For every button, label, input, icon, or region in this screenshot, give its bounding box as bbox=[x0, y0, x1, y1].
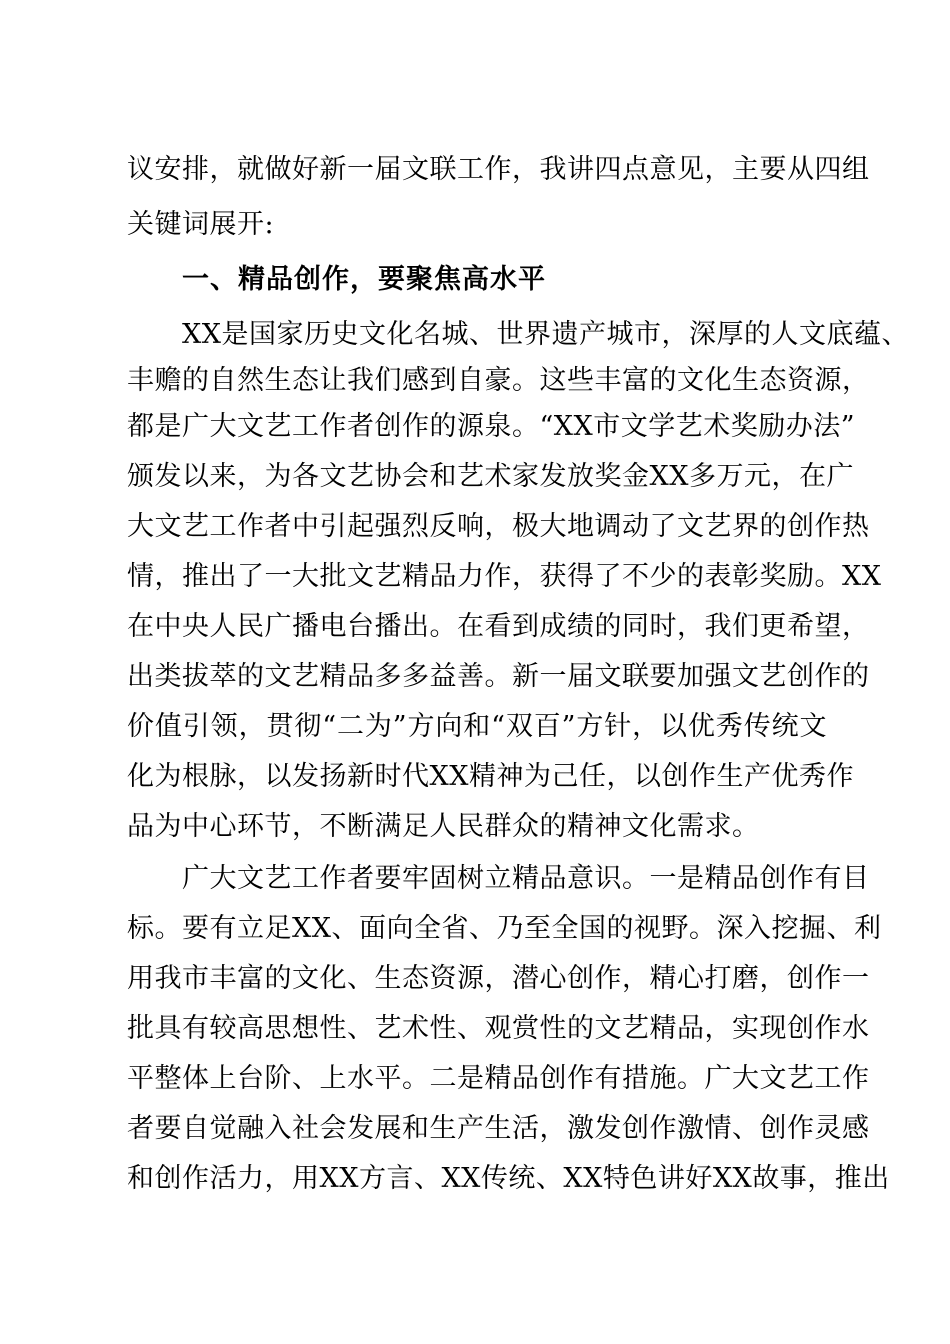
text-line: 关键词展开: bbox=[127, 209, 275, 240]
text-line: 出类拔萃的文艺精品多多益善。新一届文联要加强文艺创作的 bbox=[127, 661, 870, 692]
text-line: 广大文艺工作者要牢固树立精品意识。一是精品创作有目 bbox=[182, 863, 870, 894]
text-line: 在中央人民广播电台播出。在看到成绩的同时，我们更希望， bbox=[127, 611, 870, 642]
text-line: 品为中心环节，不断满足人民群众的精神文化需求。 bbox=[127, 811, 760, 842]
text-line: 情，推出了一大批文艺精品力作，获得了不少的表彰奖励。XX bbox=[127, 561, 882, 592]
text-line: 颁发以来，为各文艺协会和艺术家发放奖金XX多万元，在广 bbox=[127, 461, 854, 492]
text-line: 价值引领，贯彻“二为”方向和“双百”方针，以优秀传统文 bbox=[127, 711, 827, 742]
text-line: 丰赡的自然生态让我们感到自豪。这些丰富的文化生态资源， bbox=[127, 365, 870, 396]
text-line: 者要自觉融入社会发展和生产生活，激发创作激情、创作灵感 bbox=[127, 1113, 870, 1144]
section-heading: 一、精品创作，要聚焦高水平 bbox=[182, 264, 546, 295]
text-line: XX是国家历史文化名城、世界遗产城市，深厚的人文底蕴、 bbox=[182, 319, 909, 350]
text-line: 用我市丰富的文化、生态资源，潜心创作，精心打磨，创作一 bbox=[127, 963, 870, 994]
text-line: 大文艺工作者中引起强烈反响，极大地调动了文艺界的创作热 bbox=[127, 511, 870, 542]
text-line: 和创作活力，用XX方言、XX传统、XX特色讲好XX故事，推出 bbox=[127, 1163, 890, 1194]
text-line: 平整体上台阶、上水平。二是精品创作有措施。广大文艺工作 bbox=[127, 1063, 870, 1094]
text-line: 标。要有立足XX、面向全省、乃至全国的视野。深入挖掘、利 bbox=[127, 913, 882, 944]
text-line: 化为根脉，以发扬新时代XX精神为己任，以创作生产优秀作 bbox=[127, 761, 854, 792]
text-line: 批具有较高思想性、艺术性、观赏性的文艺精品，实现创作水 bbox=[127, 1013, 870, 1044]
text-line: 议安排，就做好新一届文联工作，我讲四点意见，主要从四组 bbox=[127, 154, 870, 185]
text-line: 都是广大文艺工作者创作的源泉。“XX市文学艺术奖励办法” bbox=[127, 411, 856, 442]
